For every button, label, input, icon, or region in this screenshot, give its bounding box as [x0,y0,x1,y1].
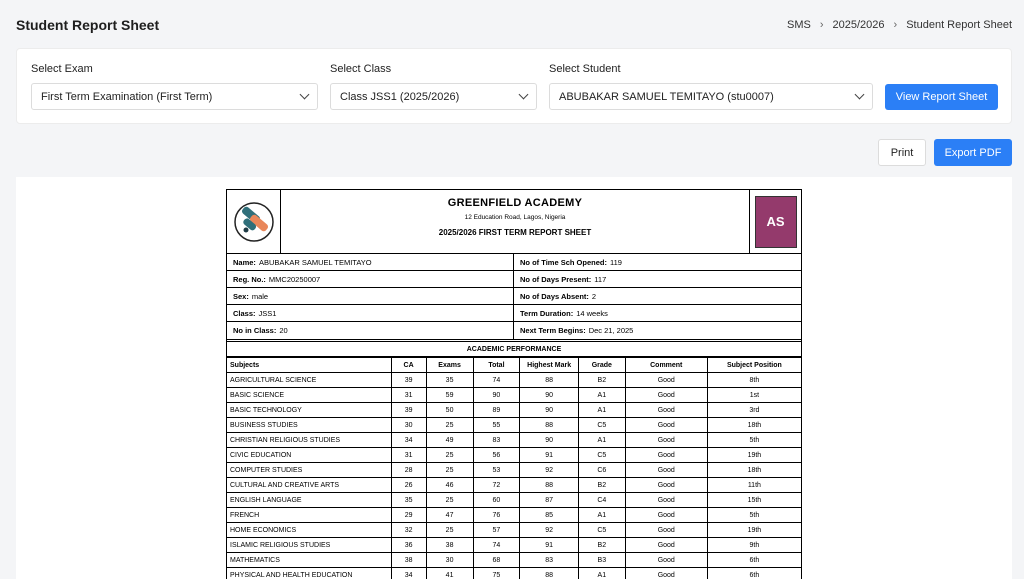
table-row [227,463,801,478]
table-cell: 53 [473,463,520,478]
table-cell: 29 [391,508,426,523]
exam-label: Select Exam [31,63,93,75]
info-value: Dec 21, 2025 [588,326,634,335]
avatar: AS [755,196,797,248]
table-cell: Good [625,388,707,403]
table-row [227,418,801,433]
table-row [227,403,801,418]
school-logo [227,190,281,253]
table-cell: COMPUTER STUDIES [227,463,391,478]
class-label: Select Class [330,63,392,75]
table-cell: CHRISTIAN RELIGIOUS STUDIES [227,433,391,448]
table-cell: 25 [426,448,473,463]
table-cell: C5 [578,448,625,463]
info-value: 2 [591,291,597,301]
column-header: Subject Position [707,358,801,373]
table-cell: 57 [473,523,520,538]
info-value: 119 [609,257,622,267]
table-cell: 32 [391,523,426,538]
class-filter-group [330,63,537,110]
column-header: Comment [625,358,707,373]
table-cell: 19th [707,448,801,463]
breadcrumb-item-session[interactable]: 2025/2026 [832,19,885,31]
table-row [227,568,801,579]
table-cell: ENGLISH LANGUAGE [227,493,391,508]
table-cell: 83 [520,553,579,568]
table-cell: A1 [578,508,625,523]
table-cell: 92 [520,463,579,478]
chevron-down-icon [519,90,529,100]
info-label: No in Class: [233,326,277,335]
table-cell: 47 [426,508,473,523]
table-cell: A1 [578,433,625,448]
column-header: Exams [426,358,473,373]
table-cell: 39 [391,403,426,418]
table-cell: 38 [426,538,473,553]
info-cell [514,288,801,305]
table-cell: A1 [578,568,625,579]
info-label: No of Days Present: [520,274,592,284]
table-cell: 74 [473,538,520,553]
table-row [227,493,801,508]
school-logo-icon [233,201,275,243]
exam-select-value: First Term Examination (First Term) [41,90,213,103]
table-cell: A1 [578,388,625,403]
table-cell: CIVIC EDUCATION [227,448,391,463]
table-cell: 90 [520,388,579,403]
class-select[interactable] [330,83,537,110]
table-cell: 38 [391,553,426,568]
table-cell: 92 [520,523,579,538]
table-cell: Good [625,418,707,433]
student-label: Select Student [549,63,621,75]
info-cell [514,322,801,339]
table-cell: 89 [473,403,520,418]
export-pdf-button[interactable]: Export PDF [934,139,1012,166]
info-value: 20 [279,326,288,335]
table-cell: 88 [520,478,579,493]
table-cell: Good [625,568,707,579]
chevron-down-icon [855,90,865,100]
table-cell: 15th [707,493,801,508]
info-value: 117 [594,274,607,284]
table-row [227,508,801,523]
table-cell: 46 [426,478,473,493]
table-cell: BASIC TECHNOLOGY [227,403,391,418]
table-cell: 88 [520,418,579,433]
table-cell: 34 [391,433,426,448]
table-cell: 6th [707,568,801,579]
table-cell: 41 [426,568,473,579]
academic-performance-title: ACADEMIC PERFORMANCE [227,341,801,357]
info-cell [227,288,514,305]
table-cell: BUSINESS STUDIES [227,418,391,433]
table-row [227,523,801,538]
table-cell: B2 [578,373,625,388]
table-cell: 90 [520,403,579,418]
table-cell: 90 [520,433,579,448]
table-cell: 76 [473,508,520,523]
column-header: Total [473,358,520,373]
table-row [227,388,801,403]
info-label: No of Days Absent: [520,291,589,301]
table-header-row [227,358,801,373]
table-cell: 88 [520,568,579,579]
exam-filter-group [31,63,318,110]
chevron-right-icon: › [893,19,898,31]
student-select[interactable] [549,83,873,110]
table-cell: 83 [473,433,520,448]
table-cell: 87 [520,493,579,508]
table-cell: B3 [578,553,625,568]
breadcrumb-item-current: Student Report Sheet [906,19,1012,31]
performance-table [227,357,801,579]
column-header: Highest Mark [520,358,579,373]
table-row [227,433,801,448]
info-value: ABUBAKAR SAMUEL TEMITAYO [258,257,372,267]
table-cell: 35 [391,493,426,508]
table-cell: B2 [578,478,625,493]
table-cell: 85 [520,508,579,523]
table-cell: 49 [426,433,473,448]
table-cell: CULTURAL AND CREATIVE ARTS [227,478,391,493]
table-cell: 26 [391,478,426,493]
table-cell: 72 [473,478,520,493]
table-cell: 8th [707,373,801,388]
table-cell: 25 [426,523,473,538]
info-value: MMC20250007 [268,274,321,284]
table-cell: 68 [473,553,520,568]
table-cell: 60 [473,493,520,508]
table-cell: MATHEMATICS [227,553,391,568]
table-cell: 25 [426,493,473,508]
table-cell: Good [625,553,707,568]
table-cell: PHYSICAL AND HEALTH EDUCATION [227,568,391,579]
table-cell: C4 [578,493,625,508]
column-header: Subjects [227,358,391,373]
info-label: No of Time Sch Opened: [520,257,607,267]
column-header: Grade [578,358,625,373]
table-cell: 55 [473,418,520,433]
info-value: JSS1 [258,308,277,318]
table-cell: 50 [426,403,473,418]
table-cell: Good [625,433,707,448]
table-cell: C5 [578,523,625,538]
report-preview [16,177,1012,579]
table-cell: Good [625,493,707,508]
info-cell [514,254,801,271]
info-cell [514,271,801,288]
table-cell: 3rd [707,403,801,418]
info-label: Term Duration: [520,308,574,318]
table-cell: HOME ECONOMICS [227,523,391,538]
student-info-grid [227,254,801,340]
table-cell: 18th [707,418,801,433]
table-cell: Good [625,508,707,523]
chevron-down-icon [300,90,310,100]
table-cell: 9th [707,538,801,553]
table-cell: 18th [707,463,801,478]
table-cell: 11th [707,478,801,493]
table-cell: 75 [473,568,520,579]
table-cell: 91 [520,448,579,463]
table-cell: 25 [426,463,473,478]
column-header: CA [391,358,426,373]
table-cell: 88 [520,373,579,388]
table-row [227,553,801,568]
table-cell: Good [625,448,707,463]
table-cell: 31 [391,448,426,463]
info-cell [227,322,514,339]
table-cell: 1st [707,388,801,403]
table-cell: 6th [707,553,801,568]
table-cell: Good [625,538,707,553]
table-cell: 91 [520,538,579,553]
school-name: GREENFIELD ACADEMY [447,197,583,209]
table-cell: 5th [707,508,801,523]
table-row [227,538,801,553]
table-cell: 90 [473,388,520,403]
student-select-value: ABUBAKAR SAMUEL TEMITAYO (stu0007) [559,90,774,103]
info-label: Class: [233,308,256,318]
info-value: 14 weeks [576,308,608,318]
table-cell: 74 [473,373,520,388]
table-cell: Good [625,478,707,493]
table-cell: 36 [391,538,426,553]
top-bar [0,0,1024,52]
chevron-right-icon: › [819,19,824,31]
report-title: 2025/2026 FIRST TERM REPORT SHEET [438,228,592,237]
table-cell: 56 [473,448,520,463]
table-cell: 19th [707,523,801,538]
table-cell: 28 [391,463,426,478]
info-label: Reg. No.: [233,274,266,284]
print-button[interactable]: Print [878,139,926,166]
student-photo-box [749,190,801,253]
table-cell: ISLAMIC RELIGIOUS STUDIES [227,538,391,553]
table-cell: BASIC SCIENCE [227,388,391,403]
table-cell: AGRICULTURAL SCIENCE [227,373,391,388]
table-body [227,373,801,579]
info-value: male [251,291,269,301]
info-label: Sex: [233,291,249,301]
page-title: Student Report Sheet [16,17,160,33]
info-cell [514,305,801,322]
school-info [281,190,749,253]
table-cell: Good [625,373,707,388]
table-cell: C5 [578,418,625,433]
info-cell [227,271,514,288]
table-cell: Good [625,403,707,418]
table-cell: C6 [578,463,625,478]
breadcrumb [787,19,1012,31]
table-cell: 30 [426,553,473,568]
table-cell: A1 [578,403,625,418]
table-cell: Good [625,523,707,538]
table-row [227,373,801,388]
breadcrumb-item-sms[interactable]: SMS [787,19,811,31]
table-cell: 34 [391,568,426,579]
table-cell: 5th [707,433,801,448]
class-select-value: Class JSS1 (2025/2026) [340,90,460,103]
table-cell: 59 [426,388,473,403]
report-sheet [226,189,802,579]
student-filter-group [549,63,873,110]
table-row [227,478,801,493]
view-report-sheet-button[interactable]: View Report Sheet [885,84,998,110]
table-cell: 31 [391,388,426,403]
report-header [227,190,801,254]
table-cell: 39 [391,373,426,388]
table-cell: 25 [426,418,473,433]
filter-card [16,48,1012,124]
info-label: Next Term Begins: [520,326,586,335]
info-cell [227,305,514,322]
exam-select[interactable] [31,83,318,110]
table-cell: 30 [391,418,426,433]
table-cell: Good [625,463,707,478]
table-row [227,448,801,463]
table-cell: FRENCH [227,508,391,523]
info-label: Name: [233,257,256,267]
table-cell: B2 [578,538,625,553]
school-address: 12 Education Road, Lagos, Nigeria [464,214,566,221]
info-cell [227,254,514,271]
table-cell: 35 [426,373,473,388]
